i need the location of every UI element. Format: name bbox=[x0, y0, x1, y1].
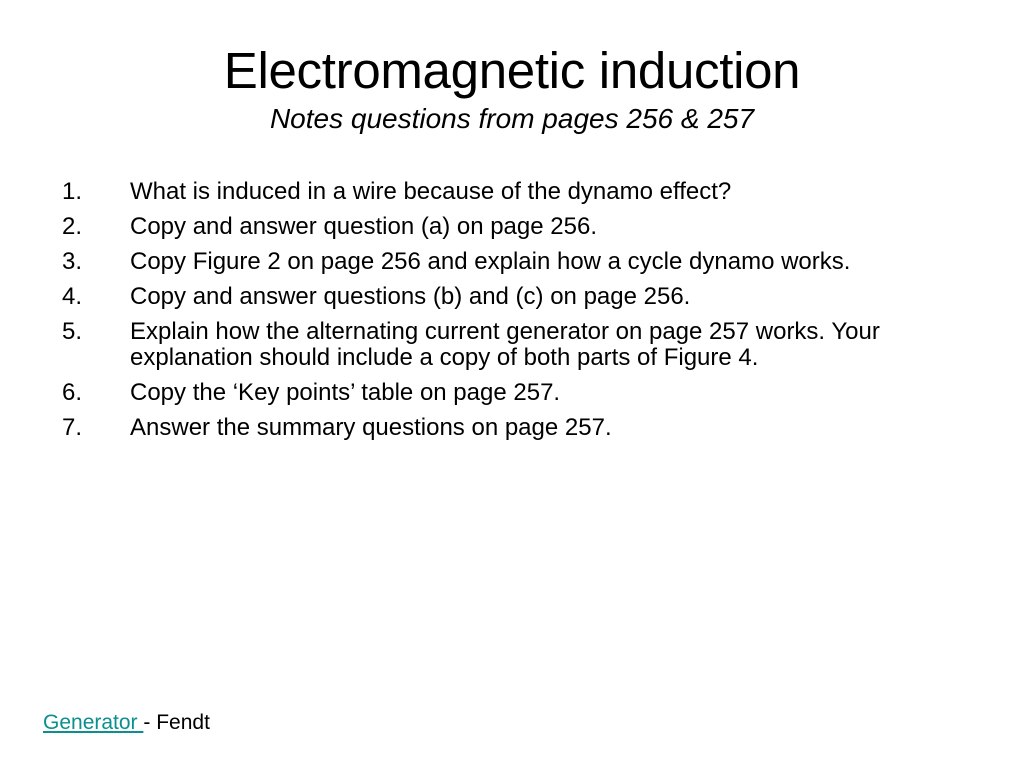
question-number: 6. bbox=[62, 379, 83, 406]
question-item-5 bbox=[62, 319, 982, 371]
question-number: 5. bbox=[62, 318, 83, 345]
title-block bbox=[0, 40, 1024, 136]
question-number: 1. bbox=[62, 178, 83, 205]
question-text: Copy Figure 2 on page 256 and explain how a cycle dynamo works. bbox=[130, 248, 851, 275]
question-text: What is induced in a wire because of the dynamo effect? bbox=[130, 178, 732, 205]
question-item-2 bbox=[62, 214, 982, 240]
question-item-1 bbox=[62, 179, 982, 205]
generator-link[interactable]: Generator bbox=[43, 711, 144, 734]
slide-subtitle: Notes questions from pages 256 & 257 bbox=[269, 103, 755, 134]
question-number: 2. bbox=[62, 213, 83, 240]
question-item-7 bbox=[62, 415, 982, 441]
question-text: Answer the summary questions on page 257. bbox=[130, 414, 612, 441]
question-item-3 bbox=[62, 249, 982, 275]
footer-reference bbox=[43, 709, 210, 737]
question-number: 3. bbox=[62, 248, 83, 275]
question-item-4 bbox=[62, 284, 982, 310]
question-item-6 bbox=[62, 380, 982, 406]
question-number: 7. bbox=[62, 414, 83, 441]
question-text: Copy and answer questions (b) and (c) on page 256. bbox=[130, 283, 691, 310]
question-number: 4. bbox=[62, 283, 83, 310]
slide-title: Electromagnetic induction bbox=[223, 42, 801, 99]
question-text: Copy and answer question (a) on page 256. bbox=[130, 213, 597, 240]
footer-suffix: - Fendt bbox=[143, 711, 210, 734]
question-text: Explain how the alternating current generator on page 257 works. Your explanation should include a copy of both parts of Figure 4. bbox=[130, 318, 880, 371]
question-text: Copy the ‘Key points’ table on page 257. bbox=[130, 379, 561, 406]
questions-list bbox=[62, 179, 982, 450]
